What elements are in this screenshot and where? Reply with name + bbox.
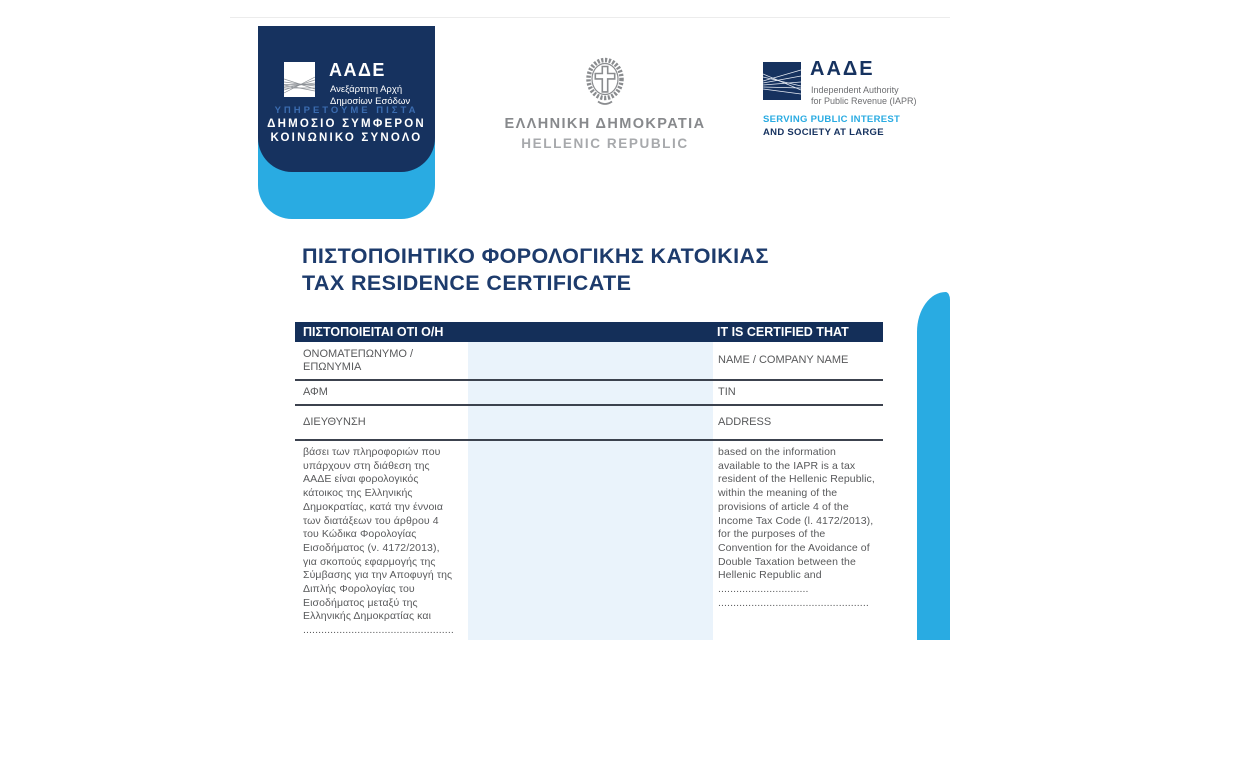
statement-text-greek: βάσει των πληροφοριών που υπάρχουν στη διάθεση της ΑΑΔΕ είναι φορολογικός κάτοικος της Ελληνικής Δημοκρατίας, κατά την έννοια των διατάξεων του άρθρου 4 του Κώδικα Φορολογίας Εισοδήματος (ν. 4172/2013), για σκοπούς εφαρμογής της Σύμβασης για την Αποφυγή της Διπλής Φορολογίας του Εισοδήματος μεταξύ της Ελληνικής Δημοκρατίας και .................................................. [303,446,454,637]
name-label-greek: ΟΝΟΜΑΤΕΠΩΝΥΜΟ / ΕΠΩΝΥΜΙΑ [303,347,414,373]
statement-value-field[interactable] [468,441,713,640]
iapr-tagline-line1: SERVING PUBLIC INTEREST [763,114,901,125]
hellenic-republic-emblem-block [455,57,755,151]
address-label-greek: ΔΙΕΥΘΥΝΣΗ [303,416,366,428]
document-title-greek: ΠΙΣΤΟΠΟΙΗΤΙΚΟ ΦΟΡΟΛΟΓΙΚΗΣ ΚΑΤΟΙΚΙΑΣ [302,244,769,268]
aade-badge [258,26,435,194]
tin-label-english: TIN [718,386,736,398]
badge-acronym: ΑΑΔΕ [329,60,386,80]
hellenic-emblem-icon [583,94,627,111]
table-header-greek: ΠΙΣΤΟΠΟΙΕΙΤΑΙ ΟΤΙ Ο/Η [303,325,444,339]
tin-value-field[interactable] [468,381,713,404]
table-header-english: IT IS CERTIFIED THAT [717,325,849,339]
table-row-name [295,342,883,381]
iapr-acronym: ΑΑΔΕ [810,58,875,80]
badge-org-name [330,84,410,107]
document-title [302,243,769,297]
table-header [295,322,883,342]
aade-rays-icon [284,62,315,97]
cyan-ribbon-decoration [917,292,950,640]
country-name-english: HELLENIC REPUBLIC [521,136,689,151]
badge-motto-line2: ΔΗΜΟΣΙΟ ΣΥΜΦΕΡΟΝ [267,118,426,130]
iapr-rays-icon [763,62,801,100]
table-row-address [295,406,883,441]
iapr-name-line1: Independent Authority [811,85,899,95]
table-row-tin [295,381,883,406]
address-value-field[interactable] [468,406,713,439]
iapr-full-name [811,85,917,106]
document-title-english: TAX RESIDENCE CERTIFICATE [302,271,632,295]
badge-org-name-line2: Δημοσίων Εσόδων [330,95,411,107]
page-top-rule [230,17,950,18]
name-label-english: NAME / COMPANY NAME [718,354,849,366]
name-value-field[interactable] [468,342,713,379]
tin-label-greek: ΑΦΜ [303,386,328,398]
address-label-english: ADDRESS [718,416,772,428]
table-row-statement [295,441,883,640]
badge-motto-line3: ΚΟΙΝΩΝΙΚΟ ΣΥΝΟΛΟ [270,132,423,144]
statement-english-cell [713,441,883,640]
statement-text-english: based on the information available to the IAPR is a tax resident of the Hellenic Republic, within the meaning of the provisions of article 4 of the Income Tax Code (l. 4172/2013), for the purposes of the Convention for the Avoidance of Double Taxation between the Hellenic Republic and .............................. .................................................. [718,446,875,609]
badge-navy-panel [258,26,435,172]
iapr-name-line2: for Public Revenue (IAPR) [811,95,917,106]
certificate-table [295,322,883,640]
iapr-tagline-line2: AND SOCIETY AT LARGE [763,127,884,138]
badge-org-name-line1: Ανεξάρτητη Αρχή [330,84,403,95]
badge-motto-line1: ΥΠΗΡΕΤΟΥΜΕ ΠΙΣΤΑ [274,105,419,116]
country-name-greek: ΕΛΛΗΝΙΚΗ ΔΗΜΟΚΡΑΤΙΑ [504,116,706,132]
statement-greek-cell [295,441,468,640]
